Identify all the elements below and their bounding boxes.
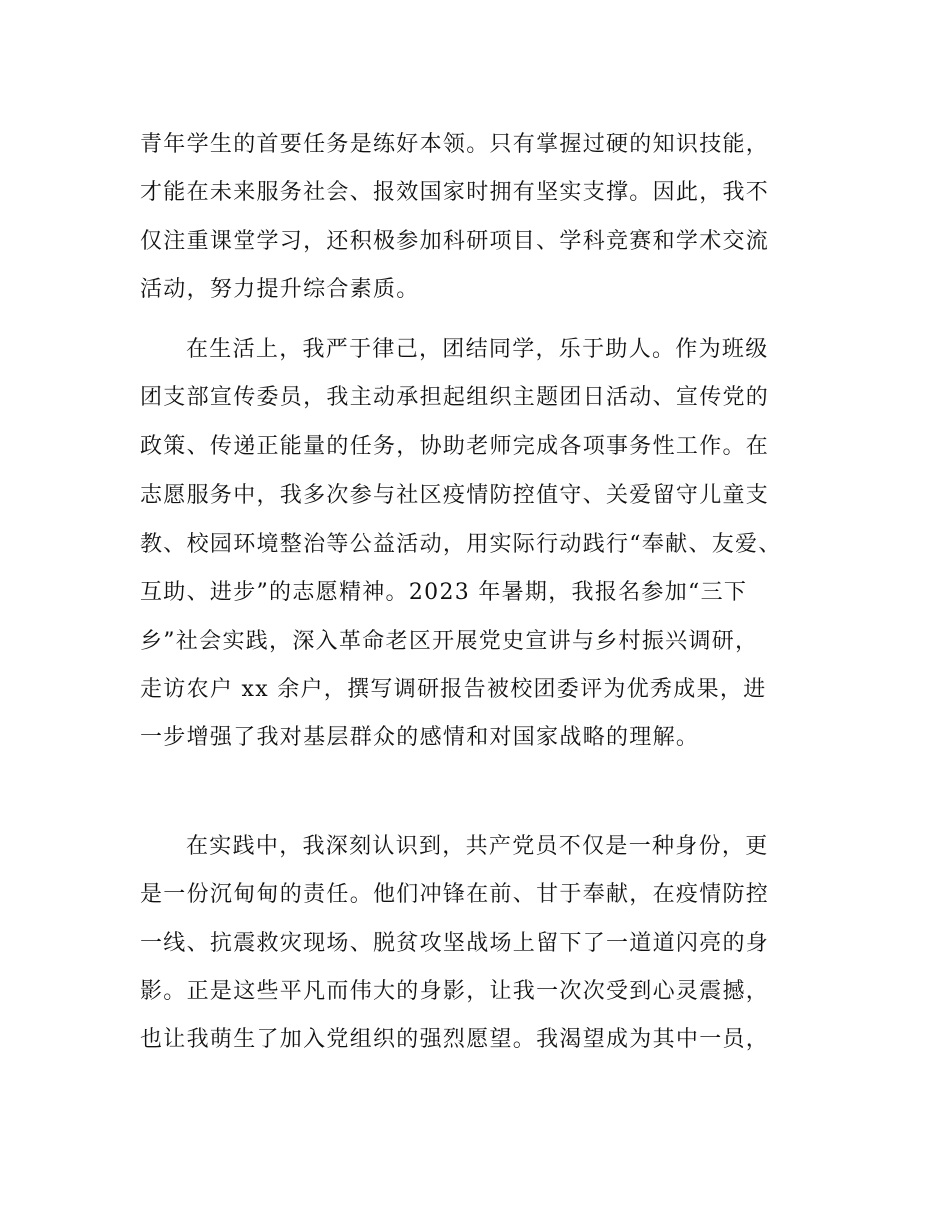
text-line: 志愿服务中，我多次参与社区疫情防控值守、关爱留守儿童支 <box>140 483 770 508</box>
text-line: 走访农户 xx 余户，撰写调研报告被校团委评为优秀成果，进 <box>140 677 767 702</box>
text-line: 是一份沉甸甸的责任。他们冲锋在前、甘于奉献，在疫情防控 <box>140 882 770 907</box>
text-line: 影。正是这些平凡而伟大的身影，让我一次次受到心灵震撼， <box>140 979 770 1004</box>
text-line: 乡”社会实践，深入革命老区开展党史宣讲与乡村振兴调研， <box>140 629 759 654</box>
text-line: 在实践中，我深刻认识到，共产党员不仅是一种身份，更 <box>186 834 769 859</box>
text-line: 一步增强了我对基层群众的感情和对国家战略的理解。 <box>140 725 700 750</box>
text-line: 教、校园环境整治等公益活动，用实际行动践行“奉献、友爱、 <box>140 532 782 557</box>
text-line: 也让我萌生了加入党组织的强烈愿望。我渴望成为其中一员， <box>140 1027 770 1052</box>
text-line: 政策、传递正能量的任务，协助老师完成各项事务性工作。在 <box>140 434 770 459</box>
text-line: 青年学生的首要任务是练好本领。只有掌握过硬的知识技能， <box>140 132 770 157</box>
text-line: 在生活上，我严于律己，团结同学，乐于助人。作为班级 <box>186 337 769 362</box>
text-line: 互助、进步”的志愿精神。2023 年暑期，我报名参加“三下 <box>140 580 748 605</box>
text-line: 仅注重课堂学习，还积极参加科研项目、学科竞赛和学术交流 <box>140 229 770 254</box>
text-line: 活动，努力提升综合素质。 <box>140 277 420 302</box>
text-line: 才能在未来服务社会、报效国家时拥有坚实支撑。因此，我不 <box>140 180 770 205</box>
text-line: 团支部宣传委员，我主动承担起组织主题团日活动、宣传党的 <box>140 385 770 410</box>
text-line: 一线、抗震救灾现场、脱贫攻坚战场上留下了一道道闪亮的身 <box>140 931 770 956</box>
